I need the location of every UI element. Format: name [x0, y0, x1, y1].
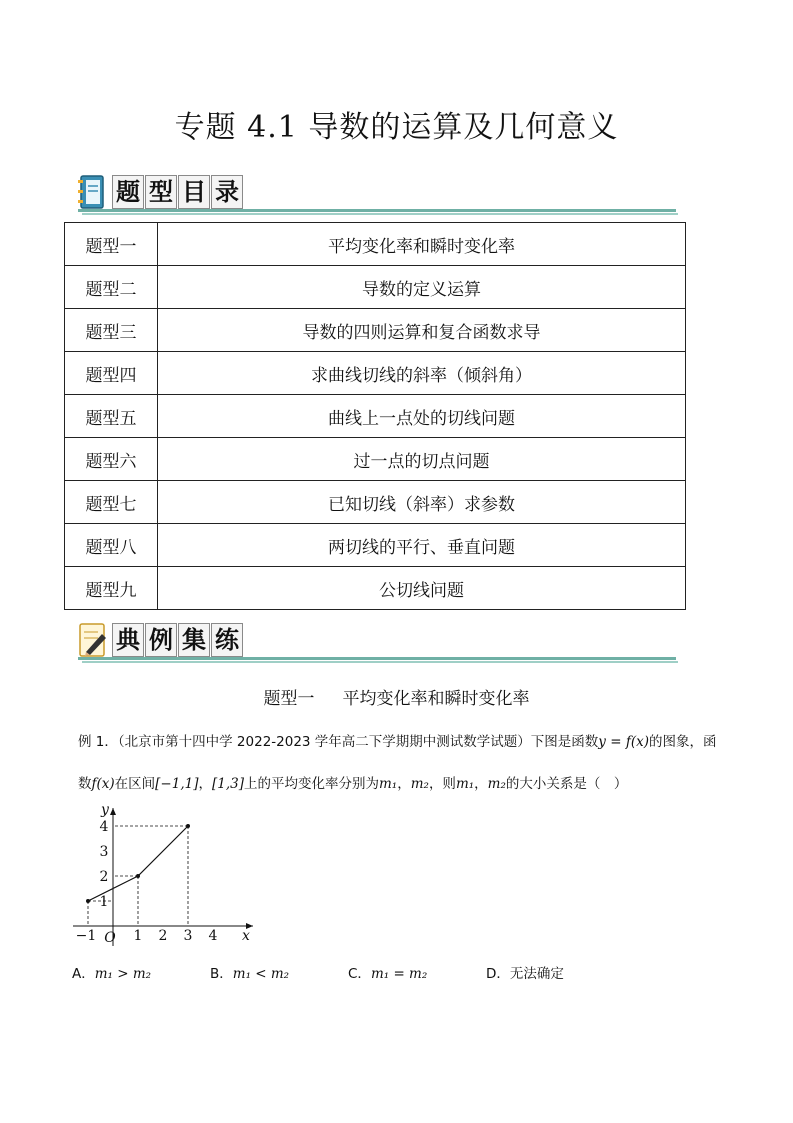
table-row: [65, 567, 686, 610]
example-line-1: 例 1．（北京市第十四中学 2022-2023 学年高二下学期期中测试数学试题）下图是函数y = f(x)的图象，函: [78, 734, 717, 750]
divider: [82, 213, 678, 215]
pencil-note-icon: [78, 622, 108, 658]
toc-key: 题型二: [65, 266, 158, 309]
y-tick-label: 4: [99, 819, 109, 835]
notebook-icon: [78, 174, 108, 210]
toc-key: 题型四: [65, 352, 158, 395]
question-type-heading: 题型一 平均变化率和瞬时变化率: [263, 689, 530, 709]
y-axis-arrow: [110, 808, 116, 815]
x-axis-label: x: [242, 928, 250, 944]
y-tick-label: 1: [99, 894, 109, 910]
toc-key: 题型六: [65, 438, 158, 481]
toc-key: 题型三: [65, 309, 158, 352]
y-axis-label: y: [101, 802, 109, 818]
x-tick-label: 1: [133, 928, 143, 944]
divider: [78, 209, 676, 212]
option-d[interactable]: D．无法确定: [486, 966, 564, 982]
toc-key: 题型八: [65, 524, 158, 567]
y-tick-label: 2: [99, 869, 109, 885]
table-row: [65, 223, 686, 266]
toc-value: 已知切线（斜率）求参数: [158, 481, 686, 524]
table-row: [65, 352, 686, 395]
toc-key: 题型五: [65, 395, 158, 438]
table-row: [65, 309, 686, 352]
x-tick-label: 4: [208, 928, 218, 944]
y-tick-label: 3: [99, 844, 109, 860]
answer-options: [72, 962, 632, 982]
section-header-toc: [78, 172, 676, 214]
page-title: 专题 4.1 导数的运算及几何意义: [174, 110, 619, 145]
x-tick-label: 3: [183, 928, 193, 944]
origin-label: O: [104, 930, 116, 946]
x-tick-label: 2: [158, 928, 168, 944]
toc-value: 曲线上一点处的切线问题: [158, 395, 686, 438]
table-row: [65, 524, 686, 567]
toc-value: 过一点的切点问题: [158, 438, 686, 481]
toc-value: 两切线的平行、垂直问题: [158, 524, 686, 567]
toc-value: 公切线问题: [158, 567, 686, 610]
divider: [78, 657, 676, 660]
table-row: [65, 481, 686, 524]
section-title-examples: 典 例 集 练: [112, 623, 244, 657]
option-a[interactable]: A．m₁ > m₂: [72, 966, 152, 982]
toc-key: 题型九: [65, 567, 158, 610]
table-row: [65, 438, 686, 481]
function-graph: [68, 796, 268, 952]
table-row: [65, 395, 686, 438]
section-header-examples: [78, 620, 676, 662]
toc-value: 求曲线切线的斜率（倾斜角）: [158, 352, 686, 395]
divider: [82, 661, 678, 663]
toc-value: 平均变化率和瞬时变化率: [158, 223, 686, 266]
data-point: [136, 874, 140, 878]
section-title-toc: 题 型 目 录: [112, 175, 244, 209]
example-line-2: 数f(x)在区间[−1,1]，[1,3]上的平均变化率分别为m₁，m₂，则m₁，m₂的大小关系是（ ）: [78, 776, 628, 792]
table-row: [65, 266, 686, 309]
toc-key: 题型七: [65, 481, 158, 524]
option-b[interactable]: B．m₁ < m₂: [210, 966, 290, 982]
data-point: [186, 824, 190, 828]
x-tick-label: −1: [75, 928, 97, 944]
function-curve: [88, 826, 188, 901]
toc-key: 题型一: [65, 223, 158, 266]
toc-table: [64, 222, 686, 610]
option-c[interactable]: C．m₁ = m₂: [348, 966, 428, 982]
toc-value: 导数的定义运算: [158, 266, 686, 309]
data-point: [86, 899, 90, 903]
toc-value: 导数的四则运算和复合函数求导: [158, 309, 686, 352]
